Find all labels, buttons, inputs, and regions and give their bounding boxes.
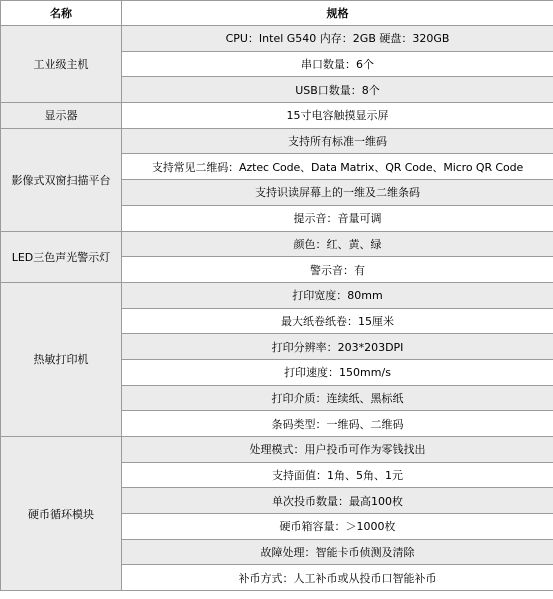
header-row (1, 1, 553, 26)
spec-cell: 警示音：有 (122, 257, 553, 283)
category-cell: 硬币循环模块 (1, 437, 122, 591)
header-name: 名称 (1, 1, 122, 26)
header-spec: 规格 (122, 1, 553, 26)
spec-cell: 最大纸卷纸卷：15厘米 (122, 308, 553, 334)
spec-cell: 打印介质：连续纸、黑标纸 (122, 385, 553, 411)
spec-cell: 单次投币数量：最高100枚 (122, 488, 553, 514)
category-cell: 显示器 (1, 103, 122, 129)
table-row (1, 103, 553, 129)
spec-cell: 处理模式：用户投币可作为零钱找出 (122, 437, 553, 463)
spec-cell: 硬币箱容量：＞1000枚 (122, 514, 553, 540)
spec-cell: 打印分辨率：203*203DPI (122, 334, 553, 360)
table-row (1, 282, 553, 308)
spec-cell: 颜色：红、黄、绿 (122, 231, 553, 257)
category-cell: LED三色声光警示灯 (1, 231, 122, 282)
table-row (1, 128, 553, 154)
spec-cell: 补币方式：人工补币或从投币口智能补币 (122, 565, 553, 591)
spec-cell: 打印速度：150mm/s (122, 359, 553, 385)
spec-cell: 打印宽度：80mm (122, 282, 553, 308)
spec-cell: 支持识读屏幕上的一维及二维条码 (122, 180, 553, 206)
spec-cell: CPU：Intel G540 内存：2GB 硬盘：320GB (122, 26, 553, 52)
spec-cell: 故障处理：智能卡币侦测及清除 (122, 539, 553, 565)
spec-cell: 15寸电容触摸显示屏 (122, 103, 553, 129)
table-row (1, 231, 553, 257)
category-cell: 工业级主机 (1, 26, 122, 103)
category-cell: 热敏打印机 (1, 282, 122, 436)
table-row (1, 437, 553, 463)
spec-cell: 串口数量：6个 (122, 51, 553, 77)
table-row (1, 26, 553, 52)
spec-cell: 条码类型：一维码、二维码 (122, 411, 553, 437)
spec-cell: 提示音：音量可调 (122, 205, 553, 231)
spec-cell: 支持面值：1角、5角、1元 (122, 462, 553, 488)
spec-cell: 支持常见二维码：Aztec Code、Data Matrix、QR Code、Micro QR Code (122, 154, 553, 180)
spec-cell: 支持所有标准一维码 (122, 128, 553, 154)
spec-cell: USB口数量：8个 (122, 77, 553, 103)
category-cell: 影像式双窗扫描平台 (1, 128, 122, 231)
